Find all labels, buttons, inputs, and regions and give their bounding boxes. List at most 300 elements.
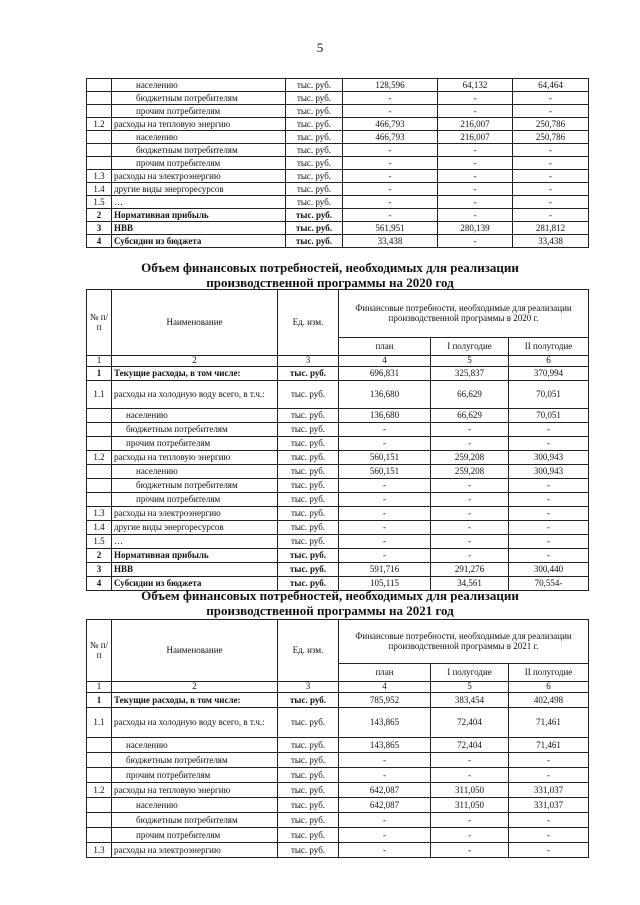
table-row [87,196,589,209]
cell-plan: - [343,144,438,157]
cell-plan: - [339,535,431,549]
cell-name: Текущие расходы, в том числе: [112,367,278,381]
cell-plan: 466,793 [343,118,438,131]
cell-h2: - [513,105,589,118]
cell-plan: - [343,209,438,222]
cell-name: населению [112,738,278,753]
cell-name: НВВ [112,222,286,235]
cell-h2: 250,786 [513,131,589,144]
section-2021-title: Объем финансовых потребностей, необходимых для реализации производственной программы на 2021 год [141,588,519,618]
cell-num [87,437,112,451]
header-h1: I полугодие [431,338,509,356]
colnum-3: 3 [278,356,339,367]
cell-h2: - [509,535,589,549]
cell-plan: 128,596 [343,79,438,92]
table-row [87,693,589,708]
cell-unit: тыс. руб. [278,708,339,738]
cell-h2: - [509,549,589,563]
table-row [87,92,589,105]
cell-h2: 331,037 [509,783,589,798]
cell-h1: 216,007 [438,131,513,144]
cell-name: расходы на холодную воду всего, в т.ч.: [112,381,278,409]
cell-h2: - [513,170,589,183]
cell-unit: тыс. руб. [278,798,339,813]
table-row [87,753,589,768]
cell-name: расходы на тепловую энергию [112,118,286,131]
cell-plan: - [339,423,431,437]
cell-plan: 33,438 [343,235,438,248]
cell-unit: тыс. руб. [278,465,339,479]
cell-h1: - [431,521,509,535]
table-row [87,131,589,144]
cell-h1: - [431,753,509,768]
header-name: Наименование [112,620,278,682]
cell-num: 4 [87,235,112,248]
cell-num [87,493,112,507]
header-h2: II полугодие [509,664,589,682]
cell-plan: - [339,843,431,858]
table-row [87,423,589,437]
cell-name: Субсидии из бюджета [112,577,278,591]
cell-plan: 143,865 [339,708,431,738]
cell-num: 3 [87,563,112,577]
cell-num [87,768,112,783]
cell-plan: 785,952 [339,693,431,708]
cell-name: населению [112,79,286,92]
cell-unit: тыс. руб. [286,131,343,144]
cell-h2: 402,498 [509,693,589,708]
table-2021-header [87,620,589,693]
cell-h1: - [438,144,513,157]
table-2021-body [87,693,589,858]
table-row [87,367,589,381]
cell-h1: 311,050 [431,783,509,798]
cell-h2: - [513,183,589,196]
cell-unit: тыс. руб. [278,549,339,563]
cell-unit: тыс. руб. [286,118,343,131]
cell-h1: 66,629 [431,381,509,409]
cell-plan: - [339,521,431,535]
cell-unit: тыс. руб. [286,222,343,235]
cell-h2: 300,943 [509,465,589,479]
header-h1: I полугодие [431,664,509,682]
cell-plan: 560,151 [339,465,431,479]
cell-unit: тыс. руб. [278,381,339,409]
cell-num: 3 [87,222,112,235]
cell-name: бюджетным потребителям [112,813,278,828]
cell-num [87,813,112,828]
cell-plan: 136,680 [339,381,431,409]
table-row [87,535,589,549]
header-plan: план [339,338,431,356]
cell-plan: 466,793 [343,131,438,144]
table-row [87,157,589,170]
header-fin-needs: Финансовые потребности, необходимые для реализации производственной программы в 2021 г. [339,620,589,664]
cell-num: 1.1 [87,381,112,409]
cell-h2: 250,786 [513,118,589,131]
cell-h1: 34,561 [431,577,509,591]
cell-num [87,738,112,753]
cell-h1: 216,007 [438,118,513,131]
cell-unit: тыс. руб. [278,693,339,708]
cell-h1: - [431,535,509,549]
table-row [87,549,589,563]
header-num: № п/п [87,290,112,356]
cell-num [87,409,112,423]
colnum-5: 5 [431,682,509,693]
cell-name: НВВ [112,563,278,577]
cell-plan: - [343,196,438,209]
cell-num: 1.1 [87,708,112,738]
cell-num: 1.4 [87,183,112,196]
table-row [87,222,589,235]
cell-name: бюджетным потребителям [112,753,278,768]
table-row [87,738,589,753]
colnum-4: 4 [339,682,431,693]
cell-unit: тыс. руб. [278,423,339,437]
cell-plan: - [343,183,438,196]
cell-num: 1.3 [87,843,112,858]
cell-unit: тыс. руб. [278,409,339,423]
cell-name: прочим потребителям [112,105,286,118]
cell-num [87,423,112,437]
table-row [87,409,589,423]
cell-unit: тыс. руб. [278,451,339,465]
table-row [87,465,589,479]
header-h2: II полугодие [509,338,589,356]
cell-unit: тыс. руб. [278,437,339,451]
cell-h1: - [431,768,509,783]
continued-table [86,78,589,248]
cell-h2: - [509,479,589,493]
cell-name: бюджетным потребителям [112,423,278,437]
colnum-6: 6 [509,682,589,693]
table-2021 [86,619,589,858]
cell-unit: тыс. руб. [278,738,339,753]
cell-h1: - [438,235,513,248]
cell-h2: 331,037 [509,798,589,813]
cell-name: расходы на электроэнергию [112,170,286,183]
header-unit: Ед. изм. [278,290,339,356]
cell-h2: 300,440 [509,563,589,577]
table-row [87,708,589,738]
cell-h2: 71,461 [509,738,589,753]
cell-plan: - [339,437,431,451]
cell-unit: тыс. руб. [286,144,343,157]
cell-plan: - [339,768,431,783]
cell-num: 4 [87,577,112,591]
cell-plan: 560,151 [339,451,431,465]
cell-name: Нормативная прибыль [112,209,286,222]
cell-plan: 591,716 [339,563,431,577]
cell-num [87,79,112,92]
cell-name: прочим потребителям [112,768,278,783]
table-2020-header [87,290,589,367]
cell-num [87,144,112,157]
cell-num: 1.3 [87,170,112,183]
cell-unit: тыс. руб. [286,157,343,170]
cell-num [87,828,112,843]
cell-h2: - [513,209,589,222]
cell-name: расходы на холодную воду всего, в т.ч.: [112,708,278,738]
cell-h2: - [513,157,589,170]
cell-num: 1 [87,693,112,708]
table-row [87,235,589,248]
cell-name: прочим потребителям [112,493,278,507]
cell-h1: 383,454 [431,693,509,708]
cell-name: Субсидии из бюджета [112,235,286,248]
header-unit: Ед. изм. [278,620,339,682]
table-row [87,507,589,521]
cell-plan: 642,087 [339,798,431,813]
table-row [87,521,589,535]
cell-h1: 291,276 [431,563,509,577]
table-row [87,437,589,451]
cell-name: населению [112,131,286,144]
cell-h1: - [431,828,509,843]
cell-plan: 642,087 [339,783,431,798]
cell-plan: - [339,479,431,493]
cell-h2: - [509,507,589,521]
cell-h2: - [509,493,589,507]
cell-unit: тыс. руб. [278,828,339,843]
cell-num: 1.2 [87,118,112,131]
cell-unit: тыс. руб. [278,535,339,549]
cell-name: бюджетным потребителям [112,92,286,105]
cell-h1: - [438,183,513,196]
cell-h1: - [431,843,509,858]
cell-unit: тыс. руб. [286,183,343,196]
cell-num: 1.2 [87,783,112,798]
cell-h1: - [438,209,513,222]
header-plan: план [339,664,431,682]
cell-name: расходы на электроэнергию [112,843,278,858]
cell-name: бюджетным потребителям [112,144,286,157]
cell-h1: - [438,157,513,170]
cell-plan: - [339,549,431,563]
cell-unit: тыс. руб. [278,843,339,858]
cell-plan: - [339,507,431,521]
cell-name: прочим потребителям [112,828,278,843]
cell-num [87,798,112,813]
cell-name: населению [112,465,278,479]
cell-name: прочим потребителям [112,437,278,451]
cell-name: населению [112,409,278,423]
colnum-1: 1 [87,356,112,367]
cell-h1: - [431,423,509,437]
cell-plan: 696,831 [339,367,431,381]
cell-h2: 33,438 [513,235,589,248]
table-row [87,144,589,157]
table-row [87,798,589,813]
cell-h2: 281,812 [513,222,589,235]
cell-unit: тыс. руб. [286,105,343,118]
cell-name: Нормативная прибыль [112,549,278,563]
cell-h1: - [431,507,509,521]
cell-unit: тыс. руб. [286,92,343,105]
table-row [87,843,589,858]
table-row [87,479,589,493]
cell-name: Текущие расходы, в том числе: [112,693,278,708]
cell-h2: 64,464 [513,79,589,92]
cell-plan: - [343,105,438,118]
cell-plan: - [339,493,431,507]
cell-h2: - [509,437,589,451]
cell-name: расходы на тепловую энергию [112,783,278,798]
table-row [87,783,589,798]
cell-h1: - [431,479,509,493]
table-row [87,381,589,409]
cell-plan: 561,951 [343,222,438,235]
table-row [87,183,589,196]
cell-unit: тыс. руб. [278,507,339,521]
cell-h1: 259,208 [431,451,509,465]
cell-num: 1.4 [87,521,112,535]
cell-h2: 300,943 [509,451,589,465]
cell-plan: - [343,170,438,183]
cell-h1: 72,404 [431,708,509,738]
cell-h2: 71,461 [509,708,589,738]
cell-unit: тыс. руб. [286,209,343,222]
cell-num: 1.5 [87,196,112,209]
table-row [87,209,589,222]
cell-name: прочим потребителям [112,157,286,170]
table-row [87,813,589,828]
cell-unit: тыс. руб. [286,79,343,92]
cell-h2: - [509,753,589,768]
header-name: Наименование [112,290,278,356]
cell-h2: 70,051 [509,409,589,423]
cell-unit: тыс. руб. [286,170,343,183]
table-row [87,563,589,577]
cell-h1: - [431,549,509,563]
cell-h1: - [431,813,509,828]
cell-h1: - [438,170,513,183]
header-num: № п/п [87,620,112,682]
cell-unit: тыс. руб. [286,196,343,209]
cell-unit: тыс. руб. [278,753,339,768]
cell-h2: 70,051 [509,381,589,409]
cell-name: другие виды энергоресурсов [112,521,278,535]
cell-num [87,753,112,768]
colnum-4: 4 [339,356,431,367]
cell-h2: 370,994 [509,367,589,381]
cell-unit: тыс. руб. [278,563,339,577]
cell-plan: 143,865 [339,738,431,753]
cell-h1: 311,050 [431,798,509,813]
cell-h2: - [509,521,589,535]
cell-h1: - [438,196,513,209]
cell-h2: - [509,813,589,828]
table-row [87,451,589,465]
cell-unit: тыс. руб. [278,367,339,381]
cell-h1: 259,208 [431,465,509,479]
cell-name: … [112,196,286,209]
cell-unit: тыс. руб. [278,521,339,535]
cell-num [87,105,112,118]
colnum-6: 6 [509,356,589,367]
colnum-5: 5 [431,356,509,367]
cell-num: 2 [87,549,112,563]
colnum-1: 1 [87,682,112,693]
cell-h1: 66,629 [431,409,509,423]
cell-h2: 70,554- [509,577,589,591]
cell-name: расходы на тепловую энергию [112,451,278,465]
cell-unit: тыс. руб. [278,813,339,828]
cell-unit: тыс. руб. [286,235,343,248]
cell-h2: - [513,92,589,105]
cell-num: 2 [87,209,112,222]
cell-h1: 64,132 [438,79,513,92]
table-row [87,493,589,507]
cell-plan: - [343,92,438,105]
cell-h2: - [513,196,589,209]
cell-num: 1 [87,367,112,381]
cell-h2: - [513,144,589,157]
cell-h1: 280,139 [438,222,513,235]
cell-plan: - [339,753,431,768]
cell-h2: - [509,828,589,843]
cell-h2: - [509,843,589,858]
table-row [87,79,589,92]
table-row [87,828,589,843]
cell-num: 1.3 [87,507,112,521]
page-number: 5 [316,40,324,55]
cell-plan: - [339,828,431,843]
section-2020-title: Объем финансовых потребностей, необходимых для реализации производственной программы на 2020 год [141,260,519,290]
cell-name: населению [112,798,278,813]
cell-h1: - [431,493,509,507]
cell-unit: тыс. руб. [278,479,339,493]
table-row [87,170,589,183]
cell-h1: - [438,105,513,118]
cell-name: расходы на электроэнергию [112,507,278,521]
cell-plan: 136,680 [339,409,431,423]
cell-plan: - [343,157,438,170]
cell-unit: тыс. руб. [278,768,339,783]
colnum-2: 2 [112,356,278,367]
cell-name: бюджетным потребителям [112,479,278,493]
table-2020-body [87,367,589,591]
table-row [87,105,589,118]
cell-num [87,465,112,479]
colnum-2: 2 [112,682,278,693]
table-row [87,768,589,783]
cell-name: … [112,535,278,549]
table-row [87,118,589,131]
header-fin-needs: Финансовые потребности, необходимые для реализации производственной программы в 2020 г. [339,290,589,338]
cell-h1: - [438,92,513,105]
cell-unit: тыс. руб. [278,783,339,798]
cell-h2: - [509,423,589,437]
cell-h2: - [509,768,589,783]
cell-num [87,131,112,144]
cell-num: 1.2 [87,451,112,465]
cell-name: другие виды энергоресурсов [112,183,286,196]
cell-unit: тыс. руб. [278,577,339,591]
cell-unit: тыс. руб. [278,493,339,507]
cell-num: 1.5 [87,535,112,549]
cell-h1: 325,837 [431,367,509,381]
colnum-3: 3 [278,682,339,693]
cell-num [87,92,112,105]
cell-plan: 105,115 [339,577,431,591]
cell-plan: - [339,813,431,828]
cell-num [87,157,112,170]
continued-table-body [87,79,589,248]
table-2020 [86,289,589,591]
cell-num [87,479,112,493]
